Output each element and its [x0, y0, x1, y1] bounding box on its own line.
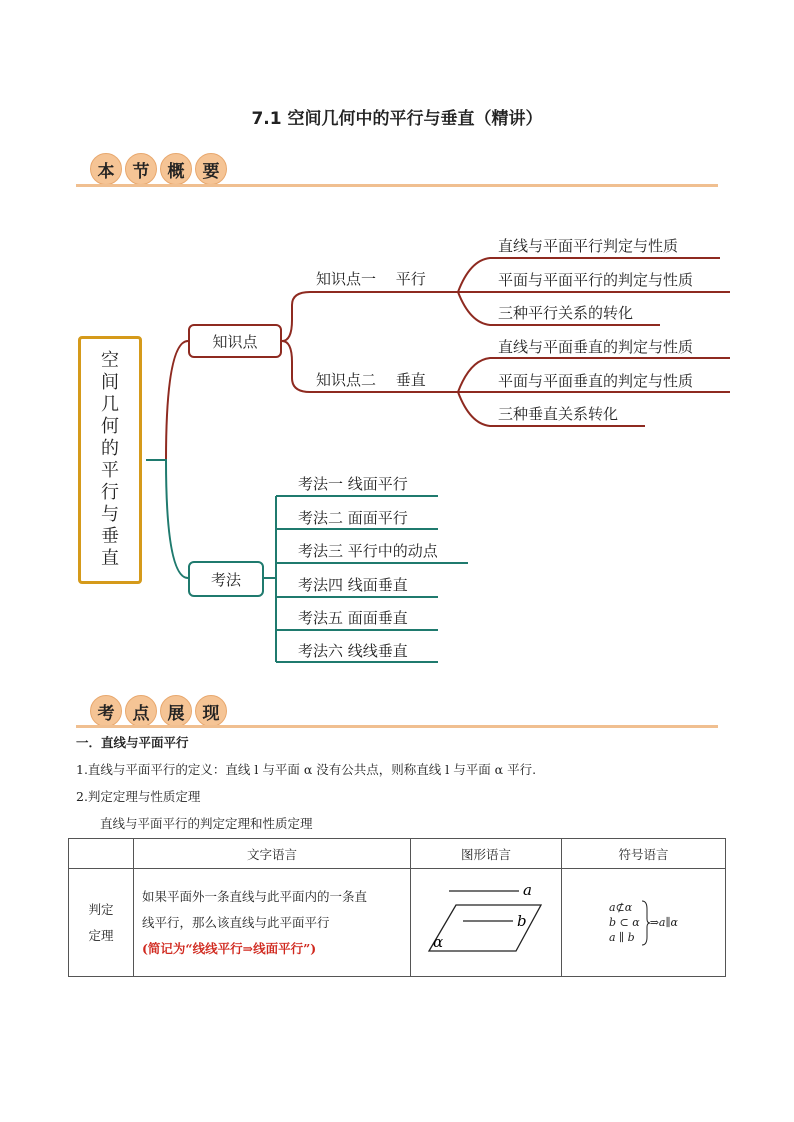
text-language-cell	[134, 869, 411, 977]
banner-rule	[76, 725, 718, 728]
parallel-item: 直线与平面平行判定与性质	[498, 237, 679, 255]
definition-line: 1.直线与平面平行的定义：直线 l 与平面 α 没有公共点，则称直线 l 与平面 α 平行.	[76, 762, 537, 777]
symbol-conditions	[609, 900, 640, 945]
theorem-table	[68, 838, 726, 977]
banner-char: 考	[90, 695, 122, 727]
root-char: 行	[101, 482, 119, 503]
banner-char: 展	[160, 695, 192, 727]
perp-item: 三种垂直关系转化	[498, 405, 619, 423]
branch-methods: 考法	[188, 561, 264, 597]
parallel-item: 三种平行关系的转化	[498, 304, 634, 322]
branch-knowledge: 知识点	[188, 324, 282, 358]
table-header	[69, 839, 134, 869]
parallel-item: 平面与平面平行的判定与性质	[498, 271, 694, 289]
method-item: 考法三 平行中的动点	[298, 542, 438, 560]
subsection-line: 2.判定定理与性质定理	[76, 789, 201, 804]
method-item: 考法六 线线垂直	[298, 642, 408, 660]
banner-char: 节	[125, 153, 157, 185]
table-header: 图形语言	[411, 839, 562, 869]
point-perpendicular: 知识点二 垂直	[316, 371, 426, 389]
symbol-cell	[562, 869, 726, 977]
section-heading: 一．直线与平面平行	[76, 735, 189, 750]
method-item: 考法二 面面平行	[298, 509, 408, 527]
root-char: 空	[101, 350, 119, 371]
table-header: 文字语言	[134, 839, 411, 869]
table-header: 符号语言	[562, 839, 726, 869]
root-char: 何	[101, 416, 119, 437]
theorem-text: 线平行，那么该直线与此平面平行	[142, 914, 330, 930]
banner-char: 要	[195, 153, 227, 185]
figure-cell	[411, 869, 562, 977]
root-char: 与	[101, 504, 119, 525]
root-char: 直	[101, 548, 119, 569]
banner-char: 点	[125, 695, 157, 727]
theorem-note: (简记为“线线平行⇒线面平行”)	[142, 940, 317, 956]
symbol-line: a ∥ b	[609, 931, 635, 944]
method-item: 考法一 线面平行	[298, 475, 408, 493]
label-b: b	[517, 912, 527, 930]
symbol-expression	[563, 899, 724, 947]
row-label: 判定 定理	[69, 869, 134, 977]
theorem-text: 如果平面外一条直线与此平面内的一条直	[142, 888, 368, 904]
mindmap-root	[78, 336, 142, 584]
perp-item: 平面与平面垂直的判定与性质	[498, 372, 694, 390]
symbol-line: a⊄α	[609, 901, 633, 914]
section-banner-points	[90, 694, 230, 728]
label-alpha: α	[433, 933, 444, 951]
symbol-line: b ⊂ α	[609, 916, 640, 929]
banner-char: 本	[90, 153, 122, 185]
method-item: 考法四 线面垂直	[298, 576, 408, 594]
plane-line-figure	[421, 881, 551, 961]
symbol-result: ⇒a∥α	[649, 916, 678, 929]
label-a: a	[523, 881, 532, 899]
root-char: 几	[101, 394, 119, 415]
root-char: 间	[101, 372, 119, 393]
page-title: 7.1 空间几何中的平行与垂直（精讲）	[251, 109, 543, 129]
root-char: 平	[101, 460, 119, 481]
root-char: 垂	[101, 526, 119, 547]
banner-char: 概	[160, 153, 192, 185]
table-caption: 直线与平面平行的判定定理和性质定理	[100, 816, 313, 831]
right-brace-icon	[640, 899, 650, 947]
method-item: 考法五 面面垂直	[298, 609, 408, 627]
point-parallel: 知识点一 平行	[316, 270, 426, 288]
perp-item: 直线与平面垂直的判定与性质	[498, 338, 694, 356]
banner-char: 现	[195, 695, 227, 727]
root-char: 的	[101, 438, 119, 459]
